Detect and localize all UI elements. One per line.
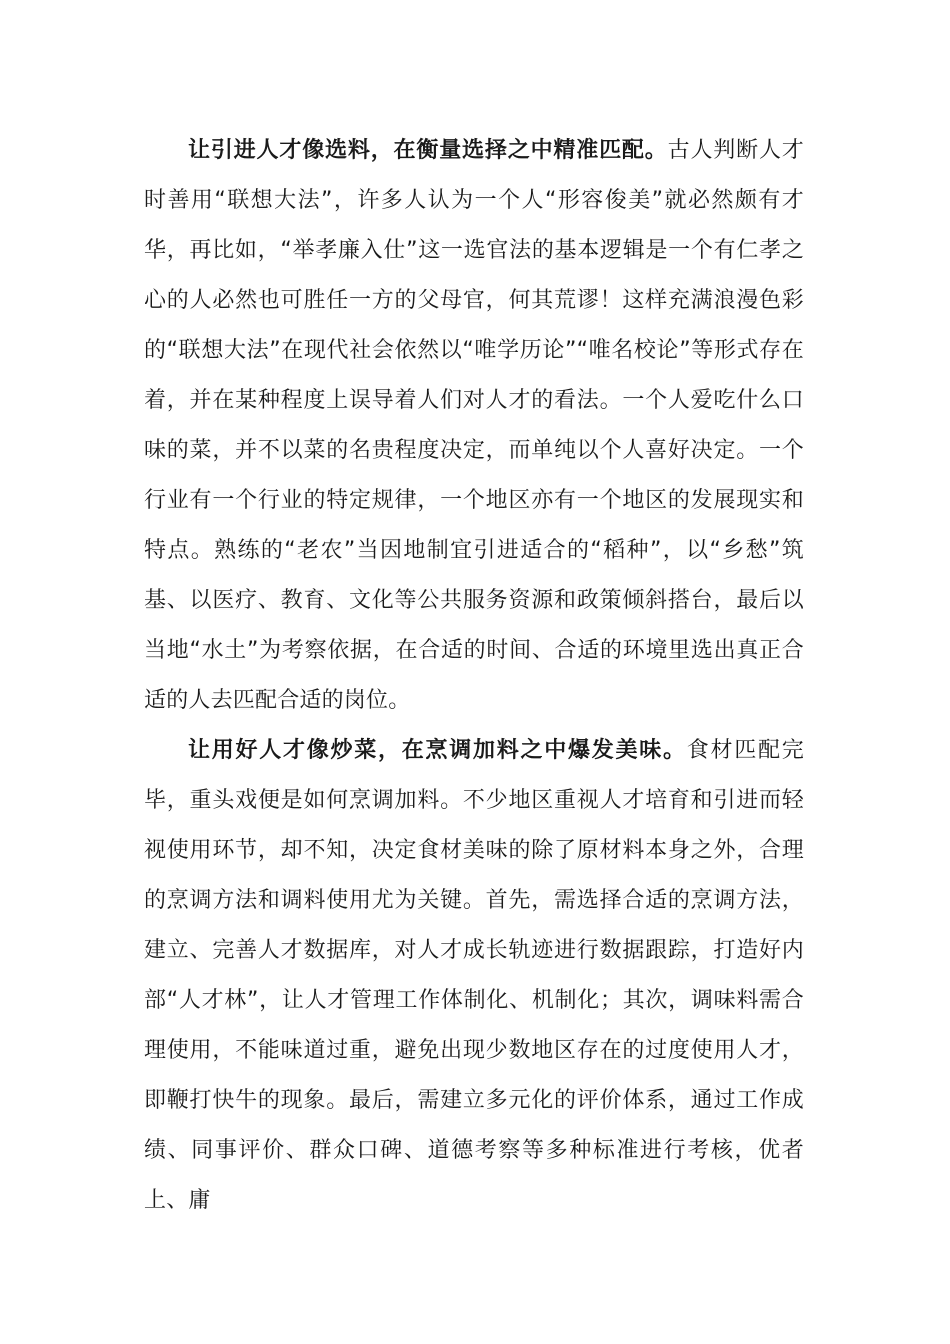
- paragraph-talent-selection: [144, 126, 804, 726]
- paragraph-body-text: 食材匹配完毕，重头戏便是如何烹调加料。不少地区重视人才培育和引进而轻视使用环节，却不知，决定食材美味的除了原材料本身之外，合理的烹调方法和调料使用尤为关键。首先，需选择合适的烹调方法，建立、完善人才数据库，对人才成长轨迹进行数据跟踪，打造好内部“人才林”，让人才管理工作体制化、机制化；其次，调味料需合理使用，不能味道过重，避免出现少数地区存在的过度使用人才，即鞭打快牛的现象。最后，需建立多元化的评价体系，通过工作成绩、同事评价、群众口碑、道德考察等多种标准进行考核，优者上、庸: [144, 738, 804, 1213]
- paragraph-talent-usage: [144, 726, 804, 1226]
- paragraph-lead-heading: 让引进人才像选料，在衡量选择之中精准匹配。: [188, 138, 668, 163]
- paragraph-lead-heading: 让用好人才像炒菜，在烹调加料之中爆发美味。: [188, 738, 687, 763]
- document-body: [144, 126, 804, 1226]
- paragraph-body-text: 古人判断人才时善用“联想大法”，许多人认为一个人“形容俊美”就必然颇有才华，再比如，“举孝廉入仕”这一选官法的基本逻辑是一个有仁孝之心的人必然也可胜任一方的父母官，何其荒谬！这样充满浪漫色彩的“联想大法”在现代社会依然以“唯学历论”“唯名校论”等形式存在着，并在某种程度上误导着人们对人才的看法。一个人爱吃什么口味的菜，并不以菜的名贵程度决定，而单纯以个人喜好决定。一个行业有一个行业的特定规律，一个地区亦有一个地区的发展现实和特点。熟练的“老农”当因地制宜引进适合的“稻种”，以“乡愁”筑基、以医疗、教育、文化等公共服务资源和政策倾斜搭台，最后以当地“水土”为考察依据，在合适的时间、合适的环境里选出真正合适的人去匹配合适的岗位。: [144, 138, 805, 713]
